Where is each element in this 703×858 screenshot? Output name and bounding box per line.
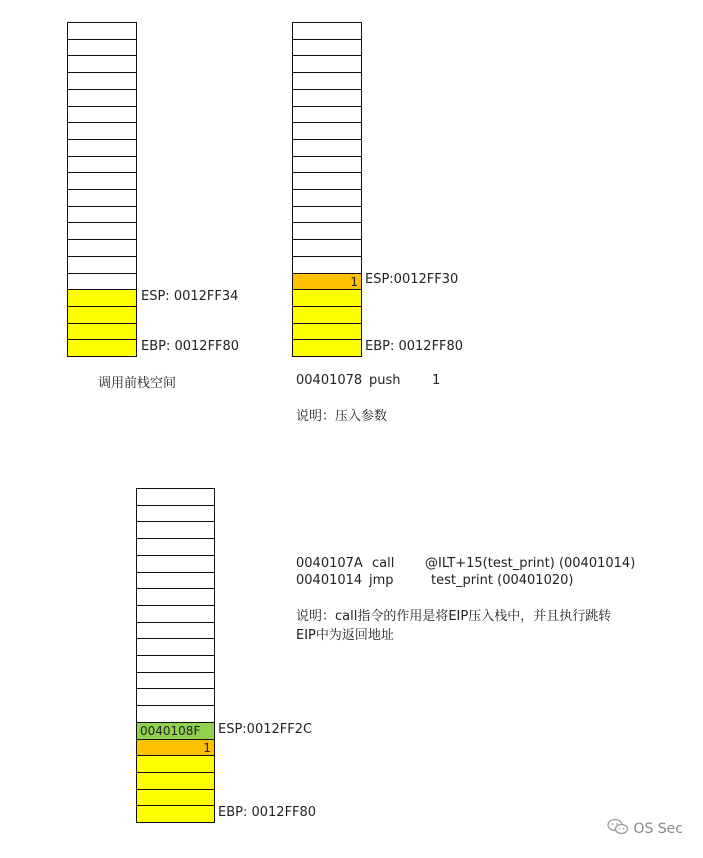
stack-cell [292,39,362,57]
stack-cell [67,323,137,341]
call-instr-arg: @ILT+15(test_print) (00401014) [425,556,636,571]
push-note: 说明：压入参数 [296,409,388,424]
stack-cell [136,488,215,506]
stack-cell [292,156,362,174]
stack-cell [136,505,215,523]
ebp-label-2: EBP: 0012FF80 [365,339,464,354]
stack-cell [136,605,215,623]
stack-cell [136,755,215,773]
jmp-instr-arg: test_print (00401020) [431,573,574,588]
stack-cell [136,572,215,590]
return-address-value: 0040108F [140,723,201,738]
stack-cell [67,39,137,57]
stack-before-call [67,22,137,356]
stack-cell [136,789,215,807]
stack-cell [292,72,362,90]
stack-cell [292,139,362,157]
stack-cell [67,72,137,90]
stack-cell [136,688,215,706]
esp-label-3: ESP:0012FF2C [218,722,313,737]
stack-cell [292,289,362,307]
stack-after-push [292,22,362,356]
stack-cell [292,206,362,224]
stack-cell [136,722,215,740]
push-instr-arg: 1 [432,373,441,388]
stack-cell [67,172,137,190]
stack-cell [136,555,215,573]
stack-cell [136,805,215,823]
call-instr-addr: 0040107A [296,556,363,571]
pushed-param-value: 1 [350,274,358,289]
stack-cell [67,306,137,324]
jmp-instr-op: jmp [369,573,394,588]
push-instr-op: push [369,373,401,388]
stack-cell [67,289,137,307]
stack-cell [136,772,215,790]
stack-cell [136,638,215,656]
stack-cell [292,306,362,324]
stack-cell [67,55,137,73]
stack-cell [136,672,215,690]
stack-cell [292,239,362,257]
push-instr-addr: 00401078 [296,373,363,388]
stack-cell [136,521,215,539]
ebp-label-1: EBP: 0012FF80 [141,339,240,354]
watermark-text: OS Sec [633,821,683,837]
stack-cell [292,339,362,357]
esp-label-2: ESP:0012FF30 [365,272,459,287]
stack-cell [292,106,362,124]
stack-cell [136,538,215,556]
wechat-icon [607,818,629,840]
stack-cell [67,256,137,274]
ebp-label-3: EBP: 0012FF80 [218,805,317,820]
stack-cell [67,22,137,40]
call-note-line2: EIP中为返回地址 [296,628,394,643]
stack-cell [67,222,137,240]
stack-after-call [136,488,215,822]
call-instr-op: call [372,556,395,571]
stack-cell [292,273,362,291]
watermark [607,818,683,840]
caption-before-call: 调用前栈空间 [98,376,177,391]
stack-cell [67,273,137,291]
stack-cell [292,189,362,207]
esp-label-1: ESP: 0012FF34 [141,289,239,304]
stack-cell [67,122,137,140]
stack-cell [292,89,362,107]
stack-cell [136,739,215,757]
stack-cell [67,339,137,357]
jmp-instr-addr: 00401014 [296,573,363,588]
stack-cell [67,239,137,257]
stack-cell [136,588,215,606]
param-value: 1 [203,740,211,755]
stack-cell [292,22,362,40]
stack-cell [67,89,137,107]
stack-cell [67,106,137,124]
stack-cell [292,256,362,274]
stack-cell [136,622,215,640]
stack-cell [292,323,362,341]
stack-cell [136,705,215,723]
stack-cell [292,172,362,190]
call-note-line1: 说明：call指令的作用是将EIP压入栈中，并且执行跳转 [296,609,612,624]
stack-cell [67,139,137,157]
stack-cell [292,55,362,73]
stack-cell [67,156,137,174]
stack-cell [136,655,215,673]
stack-cell [67,206,137,224]
stack-cell [67,189,137,207]
stack-cell [292,122,362,140]
stack-cell [292,222,362,240]
